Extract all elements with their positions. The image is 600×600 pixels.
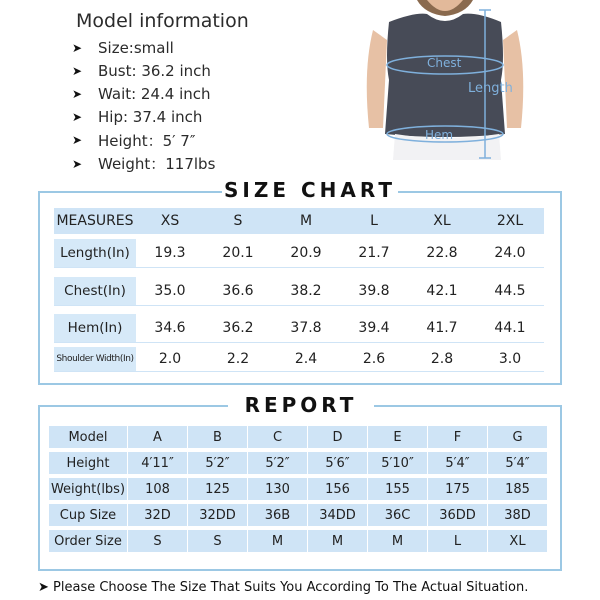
product-photo: [355, 0, 535, 160]
arrow-icon: ➤: [72, 110, 83, 125]
size-chart-header-row: [54, 208, 544, 234]
row-label: Length(In): [54, 239, 136, 267]
report-cell: B: [188, 426, 247, 448]
model-info-title: Model information: [76, 10, 249, 32]
report-cell: 130: [248, 478, 307, 500]
header-cell: M: [299, 213, 313, 229]
report-cell: M: [248, 530, 307, 552]
model-info-list: [72, 36, 215, 175]
header-cell: MEASURES: [56, 213, 134, 229]
tank-top-shape: [385, 14, 505, 137]
table-cell: 39.8: [358, 283, 390, 299]
length-label: Length: [468, 81, 513, 96]
table-cell: 21.7: [358, 245, 390, 261]
table-cell: 2.6: [362, 351, 386, 367]
report-cell: 5′2″: [188, 452, 247, 474]
report-cell: 32D: [128, 504, 187, 526]
row-divider: [54, 342, 544, 343]
list-item: ➤ Size:small: [72, 38, 174, 57]
report-row-label: Order Size: [49, 530, 127, 552]
footer-note: ➤ Please Choose The Size That Suits You According To The Actual Situation.: [38, 580, 529, 595]
report-cell: D: [308, 426, 367, 448]
report-cell: C: [248, 426, 307, 448]
hem-label: Hem: [425, 128, 454, 142]
table-row: [54, 277, 544, 305]
row-divider: [54, 305, 544, 306]
table-row: [54, 314, 544, 342]
chest-label: Chest: [427, 56, 462, 70]
model-right-arm: [503, 30, 523, 128]
report-cell: 4′11″: [128, 452, 187, 474]
list-item: ➤ Wait: 24.4 inch: [72, 84, 211, 103]
report-cell: A: [128, 426, 187, 448]
table-cell: 24.0: [494, 245, 526, 261]
table-cell: 2.0: [158, 351, 182, 367]
table-cell: 42.1: [426, 283, 458, 299]
table-cell: 34.6: [154, 320, 186, 336]
row-divider: [54, 371, 544, 372]
table-cell: 41.7: [426, 320, 458, 336]
report-cell: 5′4″: [488, 452, 547, 474]
arrow-icon: ➤: [72, 63, 83, 78]
list-item: ➤ Weight：117lbs: [72, 155, 216, 174]
report-cell: S: [188, 530, 247, 552]
size-chart-title: SIZE CHART: [223, 178, 396, 202]
report-row-label: Cup Size: [49, 504, 127, 526]
header-cell: XS: [160, 213, 180, 229]
report-cell: 32DD: [188, 504, 247, 526]
arrow-icon: ➤: [72, 156, 83, 171]
report-row-label: Weight(lbs): [49, 478, 127, 500]
table-cell: 20.1: [222, 245, 254, 261]
header-cell: XL: [433, 213, 451, 229]
report-cell: S: [128, 530, 187, 552]
report-cell: E: [368, 426, 427, 448]
table-cell: 2.4: [294, 351, 318, 367]
report-cell: 34DD: [308, 504, 367, 526]
table-cell: 44.1: [494, 320, 526, 336]
arrow-icon: ➤: [72, 40, 83, 55]
table-row: [54, 239, 544, 267]
header-cell: S: [233, 213, 243, 229]
report-cell: 185: [488, 478, 547, 500]
report-cell: 155: [368, 478, 427, 500]
table-cell: 3.0: [498, 351, 522, 367]
table-cell: 44.5: [494, 283, 526, 299]
table-cell: 39.4: [358, 320, 390, 336]
report-cell: 36C: [368, 504, 427, 526]
report-row-label: Model: [49, 426, 127, 448]
report-cell: 108: [128, 478, 187, 500]
table-row: [54, 347, 544, 371]
table-cell: 22.8: [426, 245, 458, 261]
table-cell: 2.2: [226, 351, 250, 367]
report-cell: 156: [308, 478, 367, 500]
table-cell: 37.8: [290, 320, 322, 336]
table-cell: 38.2: [290, 283, 322, 299]
report-cell: 38D: [488, 504, 547, 526]
report-cell: 125: [188, 478, 247, 500]
table-cell: 36.6: [222, 283, 254, 299]
row-label: Hem(In): [54, 314, 136, 342]
row-divider: [54, 267, 544, 268]
report-cell: 5′6″: [308, 452, 367, 474]
report-cell: XL: [488, 530, 547, 552]
table-cell: 20.9: [290, 245, 322, 261]
report-title: REPORT: [228, 395, 374, 417]
report-row-label: Height: [49, 452, 127, 474]
report-cell: M: [368, 530, 427, 552]
list-item: ➤ Bust: 36.2 inch: [72, 61, 211, 80]
header-cell: 2XL: [496, 213, 524, 229]
report-cell: L: [428, 530, 487, 552]
header-cell: L: [370, 213, 378, 229]
report-cell: 36B: [248, 504, 307, 526]
arrow-icon: ➤: [72, 133, 83, 148]
report-cell: F: [428, 426, 487, 448]
model-left-arm: [367, 30, 387, 128]
table-cell: 36.2: [222, 320, 254, 336]
row-label: Chest(In): [54, 277, 136, 305]
report-cell: 5′2″: [248, 452, 307, 474]
arrow-icon: ➤: [72, 86, 83, 101]
list-item: ➤ Height：5′ 7″: [72, 131, 196, 150]
report-cell: M: [308, 530, 367, 552]
report-cell: G: [488, 426, 547, 448]
report-cell: 5′4″: [428, 452, 487, 474]
report-grid: [49, 426, 547, 552]
row-label: Shoulder Width(In): [54, 347, 136, 371]
table-cell: 19.3: [154, 245, 186, 261]
report-cell: 36DD: [428, 504, 487, 526]
table-cell: 35.0: [154, 283, 186, 299]
report-cell: 5′10″: [368, 452, 427, 474]
report-cell: 175: [428, 478, 487, 500]
list-item: ➤ Hip: 37.4 inch: [72, 108, 203, 127]
table-cell: 2.8: [430, 351, 454, 367]
